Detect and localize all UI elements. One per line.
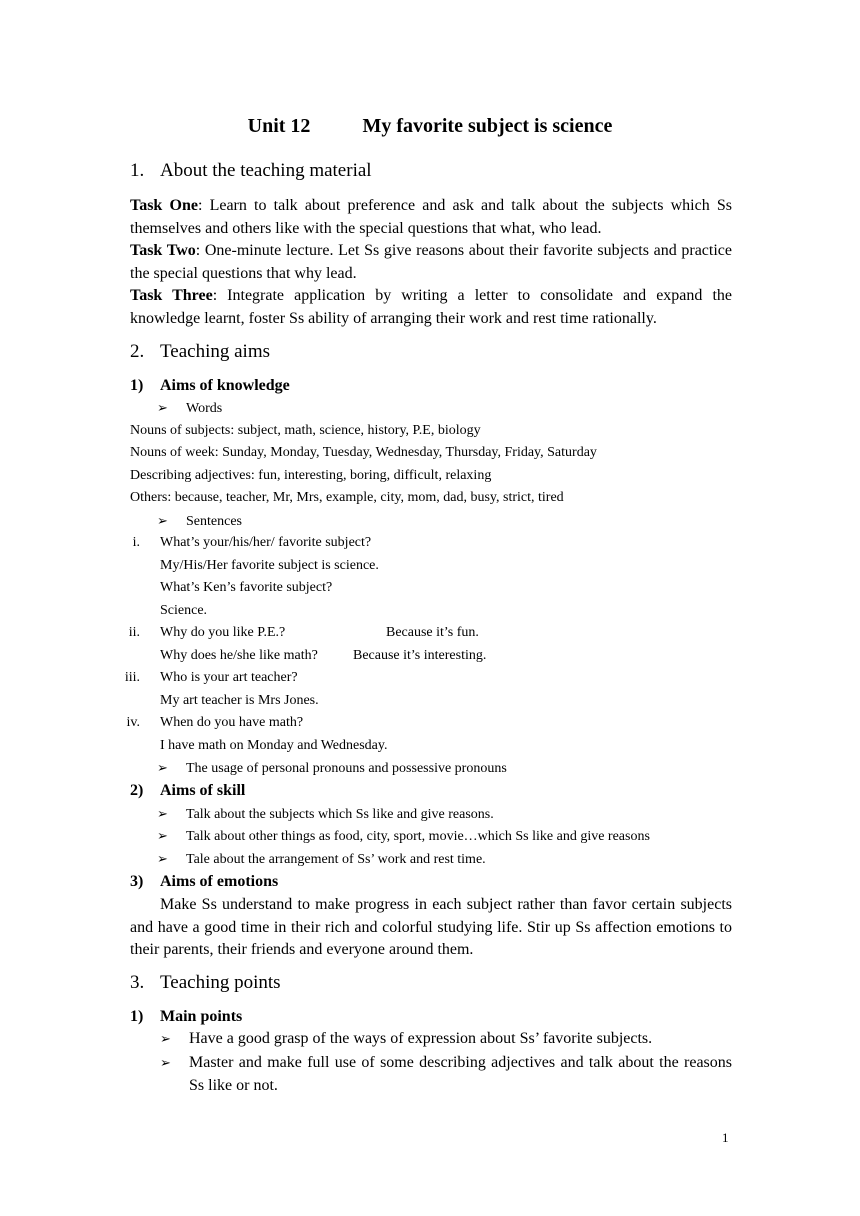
aims-skill-heading: 2) Aims of skill (130, 782, 246, 799)
main-point-bullet: ➢ Have a good grasp of the ways of expression about Ss’ favorite subjects. (160, 1030, 653, 1047)
words-line: Nouns of week: Sunday, Monday, Tuesday, Wednesday, Thursday, Friday, Saturday (130, 445, 597, 460)
sentence-line: My art teacher is Mrs Jones. (160, 693, 319, 708)
words-line: Nouns of subjects: subject, math, science, history, P.E, biology (130, 423, 481, 438)
sentence-line: Why does he/she like math? (160, 648, 318, 663)
sentence-answer: Because it’s interesting. (353, 648, 487, 663)
sentence-line: What’s Ken’s favorite subject? (160, 580, 333, 595)
skill-bullet: ➢ Talk about the subjects which Ss like and give reasons. (157, 806, 494, 822)
skill-bullet: ➢ Talk about other things as food, city, sport, movie…which Ss like and give reasons (157, 828, 650, 844)
arrow-bullet-icon: ➢ (157, 828, 168, 843)
arrow-bullet-icon: ➢ (157, 400, 168, 415)
sentence-line: Science. (160, 603, 208, 618)
sentence-item: iii. Who is your art teacher? (124, 670, 298, 685)
arrow-bullet-icon: ➢ (157, 851, 168, 866)
task-two: Task Two: One-minute lecture. Let Ss give reasons about their favorite subjects and practice the special questions that why lead. (130, 242, 732, 282)
arrow-bullet-icon: ➢ (157, 513, 168, 528)
task-three: Task Three: Integrate application by writing a letter to consolidate and expand the knowledge learnt, foster Ss ability of arranging their work and rest time rationally. (130, 287, 733, 327)
emotions-paragraph: Make Ss understand to make progress in each subject rather than favor certain subjects and have a good time in their rich and colorful studying life. Stir up Ss affection emotions to their parents, their friends and everyone around them. (130, 896, 732, 958)
section-1-heading: 1. About the teaching material (130, 160, 372, 181)
page-number: 1 (722, 1130, 729, 1145)
task-list (130, 195, 732, 330)
main-points-heading: 1) Main points (130, 1008, 243, 1025)
arrow-bullet-icon: ➢ (160, 1055, 171, 1070)
document-title (0, 115, 860, 138)
arrow-bullet-icon: ➢ (157, 806, 168, 821)
words-line: Describing adjectives: fun, interesting, boring, difficult, relaxing (130, 468, 492, 483)
arrow-bullet-icon: ➢ (157, 760, 168, 775)
unit-number: Unit 12 (247, 115, 311, 137)
pronoun-bullet: ➢ The usage of personal pronouns and possessive pronouns (157, 760, 507, 776)
sentences-bullet: ➢ Sentences (157, 513, 242, 529)
arrow-bullet-icon: ➢ (160, 1031, 171, 1046)
sentence-line: I have math on Monday and Wednesday. (160, 738, 388, 753)
unit-title: My favorite subject is science (362, 115, 613, 137)
sentence-answer: Because it’s fun. (386, 625, 479, 640)
sentence-item: ii. Why do you like P.E.? (128, 625, 286, 640)
aims-emotions-heading: 3) Aims of emotions (130, 873, 279, 890)
sentence-item: iv. When do you have math? (126, 715, 304, 730)
sentence-line: My/His/Her favorite subject is science. (160, 558, 379, 573)
skill-bullet: ➢ Tale about the arrangement of Ss’ work and rest time. (157, 851, 486, 867)
main-point-bullet: ➢ Master and make full use of some describing adjectives and talk about the reasons Ss like or not. (160, 1052, 732, 1097)
words-line: Others: because, teacher, Mr, Mrs, example, city, mom, dad, busy, strict, tired (130, 490, 564, 505)
task-one: Task One: Learn to talk about preference and ask and talk about the subjects which Ss themselves and others like with the special questions that what, who lead. (130, 197, 732, 237)
words-bullet: ➢ Words (157, 400, 223, 416)
section-3-heading: 3. Teaching points (130, 972, 281, 993)
sentence-item: i. What’s your/his/her/ favorite subject? (132, 535, 372, 550)
section-2-heading: 2. Teaching aims (130, 341, 270, 362)
aims-knowledge-heading: 1) Aims of knowledge (130, 377, 290, 394)
